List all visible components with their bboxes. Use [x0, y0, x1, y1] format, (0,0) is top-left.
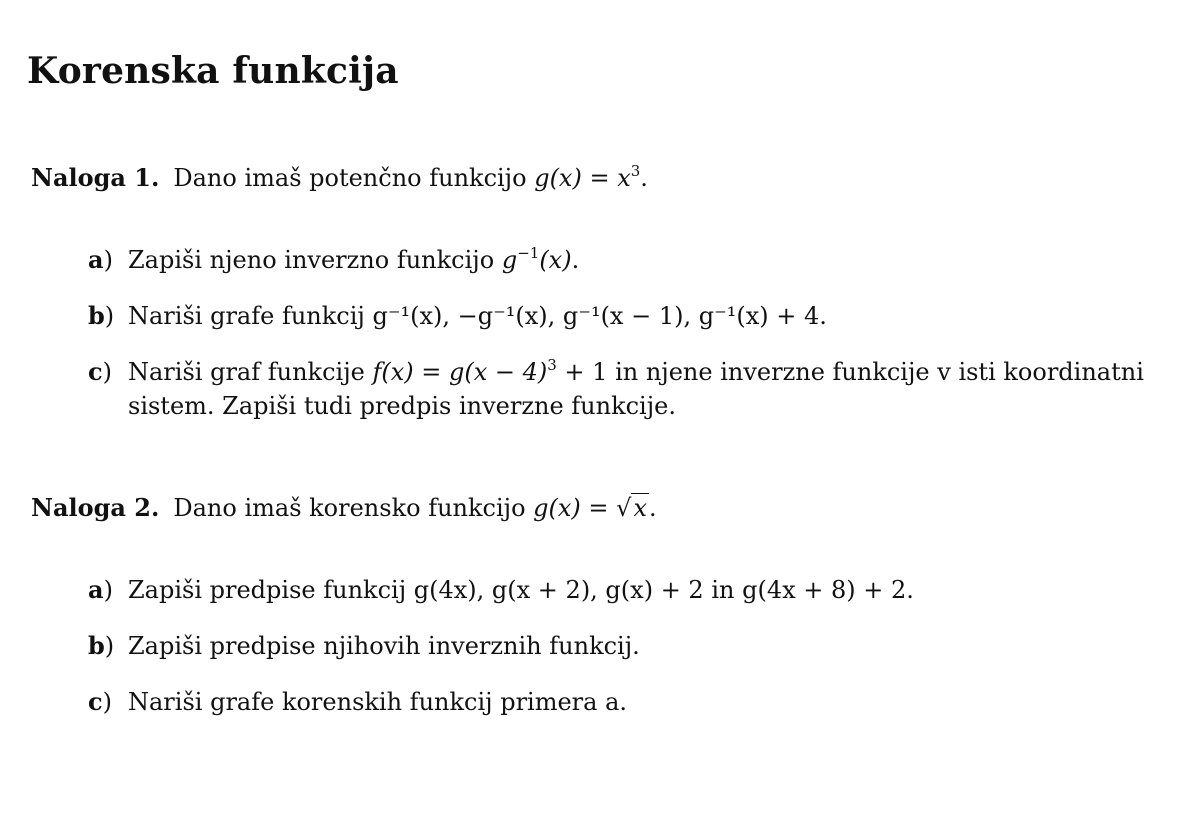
sqrt-symbol: √x [616, 494, 648, 522]
task-2-item-b [88, 629, 640, 663]
task-2-math: g(x) = [533, 494, 617, 522]
task-1-exponent: 3 [630, 162, 641, 180]
task-2-item-c [88, 685, 627, 719]
item-exponent: −1 [517, 244, 540, 262]
task-2-item-a [88, 573, 914, 607]
task-1-text: Dano imaš potenčno funkcijo [173, 164, 535, 192]
item-marker: b) [88, 301, 115, 330]
task-1-math: g(x) = x [534, 164, 631, 192]
task-1-label: Naloga 1. [31, 163, 160, 192]
item-text: Nariši grafe funkcij g⁻¹(x), −g⁻¹(x), g⁻¹(x − 1), g⁻¹(x) + 4. [128, 302, 827, 330]
task-1-item-a [88, 243, 579, 277]
task-2-label: Naloga 2. [31, 493, 160, 522]
item-marker: b) [88, 631, 115, 660]
item-math: f(x) = g(x − 4) [372, 358, 548, 386]
sqrt-radicand: x [633, 494, 648, 522]
item-text-tail: in njene inverzne funkcije v isti koordinatni [607, 358, 1144, 386]
item-math-tail: + 1 [556, 358, 608, 386]
item-marker: c) [88, 687, 112, 716]
item-marker: a) [88, 245, 113, 274]
item-text: Zapiši njeno inverzno funkcijo [128, 246, 502, 274]
task-1-heading [31, 161, 648, 195]
item-text: Zapiši predpise funkcij g(4x), g(x + 2), g(x) + 2 in g(4x + 8) + 2. [128, 576, 914, 604]
item-text: Nariši graf funkcije [128, 358, 373, 386]
item-math: g [501, 246, 518, 274]
task-2-period: . [649, 494, 657, 522]
task-1-item-b [88, 299, 827, 333]
item-marker: a) [88, 575, 113, 604]
item-text: Zapiši predpise njihovih inverznih funkcij. [128, 632, 640, 660]
item-marker: c) [88, 357, 112, 386]
item-exponent: 3 [547, 356, 557, 374]
task-2-heading [31, 491, 657, 525]
item-text: Nariši grafe korenskih funkcij primera a. [128, 688, 628, 716]
task-1-period: . [640, 164, 648, 192]
item-math-arg: (x) [539, 246, 572, 274]
page-title: Korenska funkcija [27, 50, 399, 92]
task-2-text: Dano imaš korensko funkcijo [173, 494, 534, 522]
task-1-item-c-continued: sistem. Zapiši tudi predpis inverzne funkcije. [128, 392, 677, 420]
item-period: . [571, 246, 580, 274]
task-1-item-c [88, 355, 1144, 389]
